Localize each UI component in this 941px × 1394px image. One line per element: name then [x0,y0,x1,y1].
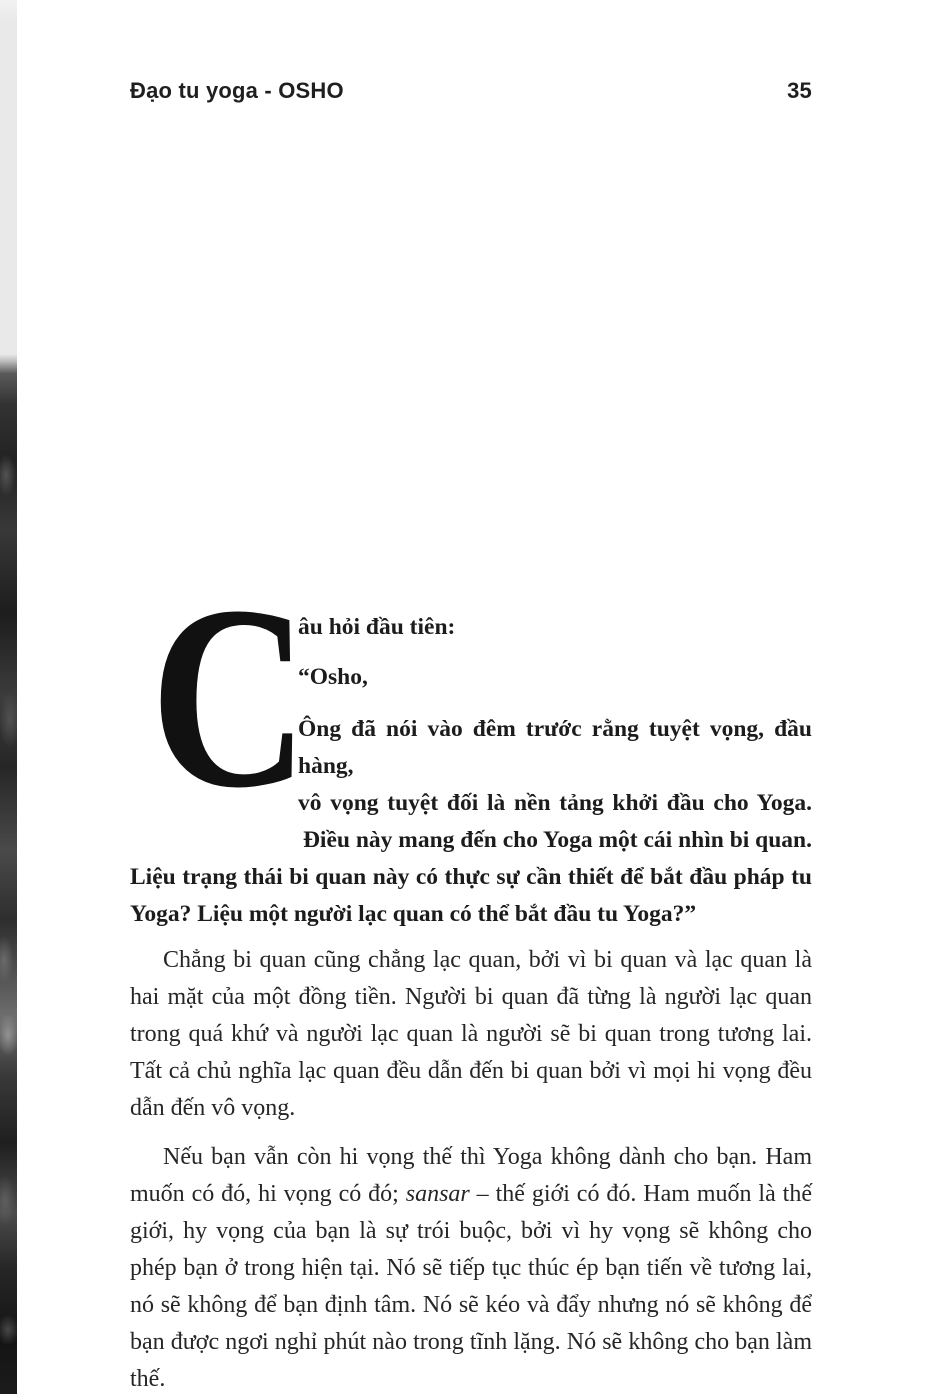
question-line-2: “Osho, [298,664,368,690]
question-block [130,552,812,933]
paragraph-2-italic-term: sansar [405,1181,470,1207]
paragraph-2-segment-2: – thế giới có đó. Ham muốn là thế giới, hy vọng của bạn là sự trói buộc, bởi vì hy vọng sẽ không cho phép bạn ở trong hiện tại. Nó sẽ tiếp tục thúc ép bạn tiến về tương lai, nó sẽ không để bạn định tâm. Nó sẽ kéo và đẩy nhưng nó sẽ không để bạn được ngơi nghỉ phút nào trong tĩnh lặng. Nó sẽ không cho bạn làm thế. [130,1181,812,1392]
page-number: 35 [787,78,812,103]
question-line-7: Yoga? Liệu một người lạc quan có thể bắt đầu tu Yoga?” [130,901,697,927]
page-content [130,0,812,1394]
paragraph-2 [130,1139,812,1394]
running-header [130,0,812,104]
question-line-6: Liệu trạng thái bi quan này có thực sự cần thiết để bắt đầu pháp tu [130,864,812,890]
question-line-1: âu hỏi đầu tiên: [298,614,456,640]
question-line-4: vô vọng tuyệt đối là nền tảng khởi đầu cho Yoga. [298,790,812,816]
paragraph-1: Chẳng bi quan cũng chẳng lạc quan, bởi vì bi quan và lạc quan là hai mặt của một đồng tiền. Người bi quan đã từng là người lạc quan trong quá khứ và người lạc quan là người sẽ bi quan trong tương lai. Tất cả chủ nghĩa lạc quan đều dẫn đến bi quan bởi vì mọi hi vọng đều dẫn đến vô vọng. [130,947,812,1121]
paragraph-2-segment-1: Nếu bạn vẫn còn hi vọng thế thì Yoga không dành cho bạn. Ham muốn có đó, hi vọng có đó; [130,1144,812,1207]
question-line-3: Ông đã nói vào đêm trước rằng tuyệt vọng, đầu hàng, [298,716,812,779]
scan-edge-strip [0,0,17,1394]
drop-cap: C [150,552,309,842]
book-title: Đạo tu yoga - OSHO [130,78,344,103]
question-line-5: Điều này mang đến cho Yoga một cái nhìn bi quan. [302,827,812,853]
